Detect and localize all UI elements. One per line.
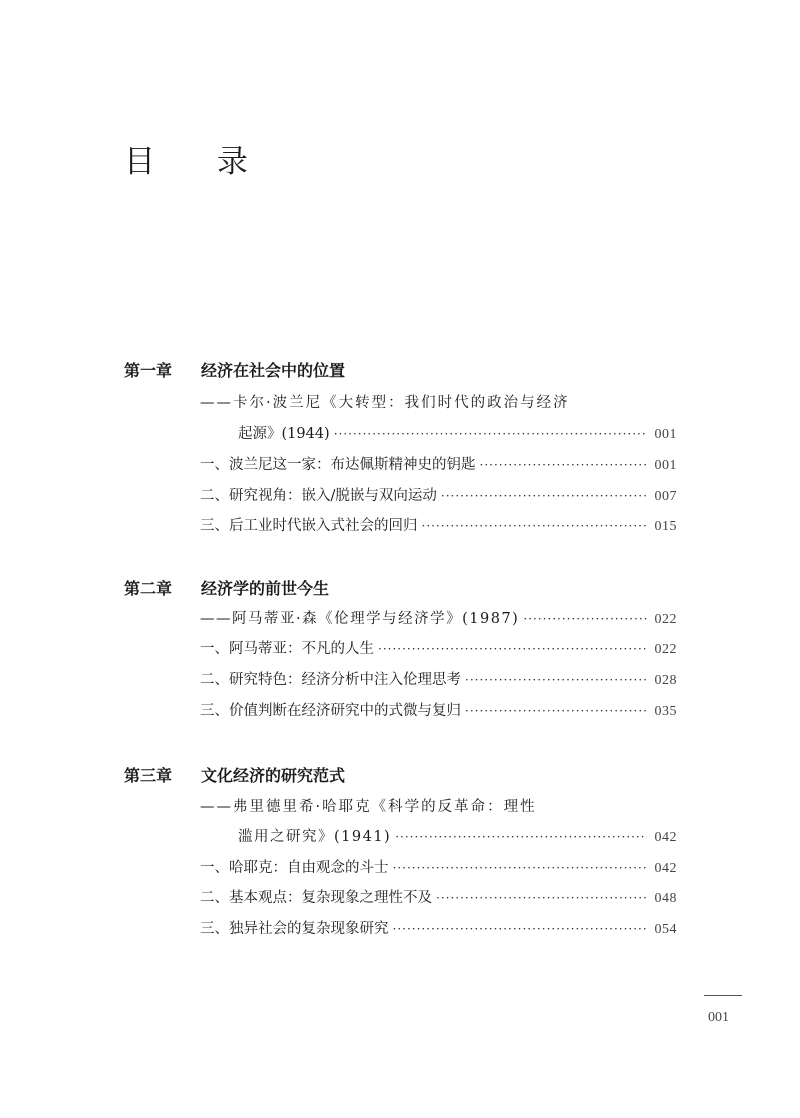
chapter-heading [124,763,345,786]
chapter-title: 文化经济的研究范式 [201,766,346,785]
leader-dots [334,427,647,441]
toc-entry[interactable] [200,917,677,939]
toc-entry[interactable] [200,856,677,878]
entry-label: 一、哈耶克：自由观念的斗士 [200,860,389,876]
footer-rule [704,995,742,996]
page-number: 028 [654,673,677,688]
leader-dots [378,642,647,656]
toc-entry[interactable] [200,668,677,690]
leader-dots [523,612,646,626]
entry-label: 二、基本观点：复杂现象之理性不及 [200,890,432,906]
entry-label: 二、研究特色：经济分析中注入伦理思考 [200,672,461,688]
chapter-title: 经济学的前世今生 [201,579,330,598]
chapter-number: 第三章 [124,766,173,785]
page-number: 007 [654,489,677,504]
page-number: 001 [654,427,677,442]
page-number: 042 [654,861,677,876]
page-folio: 001 [708,1010,729,1025]
entry-label: 三、独异社会的复杂现象研究 [200,921,389,937]
entry-label: 滥用之研究》(1941) [238,829,392,845]
entry-label: 一、波兰尼这一家：布达佩斯精神史的钥匙 [200,457,476,473]
page-number: 015 [654,519,677,534]
chapter-subtitle: ——卡尔·波兰尼《大转型：我们时代的政治与经济 [200,395,570,411]
leader-dots [480,458,647,472]
chapter-subtitle: ——弗里德里希·哈耶克《科学的反革命：理性 [200,799,537,815]
leader-dots [393,861,647,875]
toc-entry[interactable] [238,825,677,847]
page-number: 022 [654,642,677,657]
chapter-heading [124,358,345,381]
page-number: 042 [654,830,677,845]
entry-label: 三、价值判断在经济研究中的式微与复归 [200,703,461,719]
leader-dots [422,519,647,533]
leader-dots [465,704,647,718]
page-number: 054 [654,922,677,937]
toc-entry[interactable] [200,699,677,721]
entry-label: 一、阿马蒂亚：不凡的人生 [200,641,374,657]
toc-entry[interactable] [238,422,677,444]
chapter-heading [124,576,329,599]
chapter-number: 第二章 [124,579,173,598]
entry-label: 三、后工业时代嵌入式社会的回归 [200,518,418,534]
leader-dots [395,830,646,844]
leader-dots [465,673,647,687]
toc-entry[interactable] [200,607,677,629]
toc-entry[interactable] [200,484,677,506]
page-number: 001 [654,458,677,473]
leader-dots [441,489,647,503]
page-number: 035 [654,704,677,719]
chapter-number: 第一章 [124,361,173,380]
leader-dots [436,891,647,905]
entry-label: 起源》(1944) [238,426,330,442]
chapter-title: 经济在社会中的位置 [201,361,346,380]
toc-entry[interactable] [200,453,677,475]
page-number: 048 [654,891,677,906]
entry-label: ——阿马蒂亚·森《伦理学与经济学》(1987) [200,611,520,627]
page-number: 022 [654,612,677,627]
leader-dots [393,922,647,936]
toc-entry[interactable] [200,886,677,908]
entry-label: 二、研究视角：嵌入/脱嵌与双向运动 [200,488,437,504]
page-title: 目 录 [124,144,274,180]
toc-entry[interactable] [200,514,677,536]
toc-entry[interactable] [200,637,677,659]
